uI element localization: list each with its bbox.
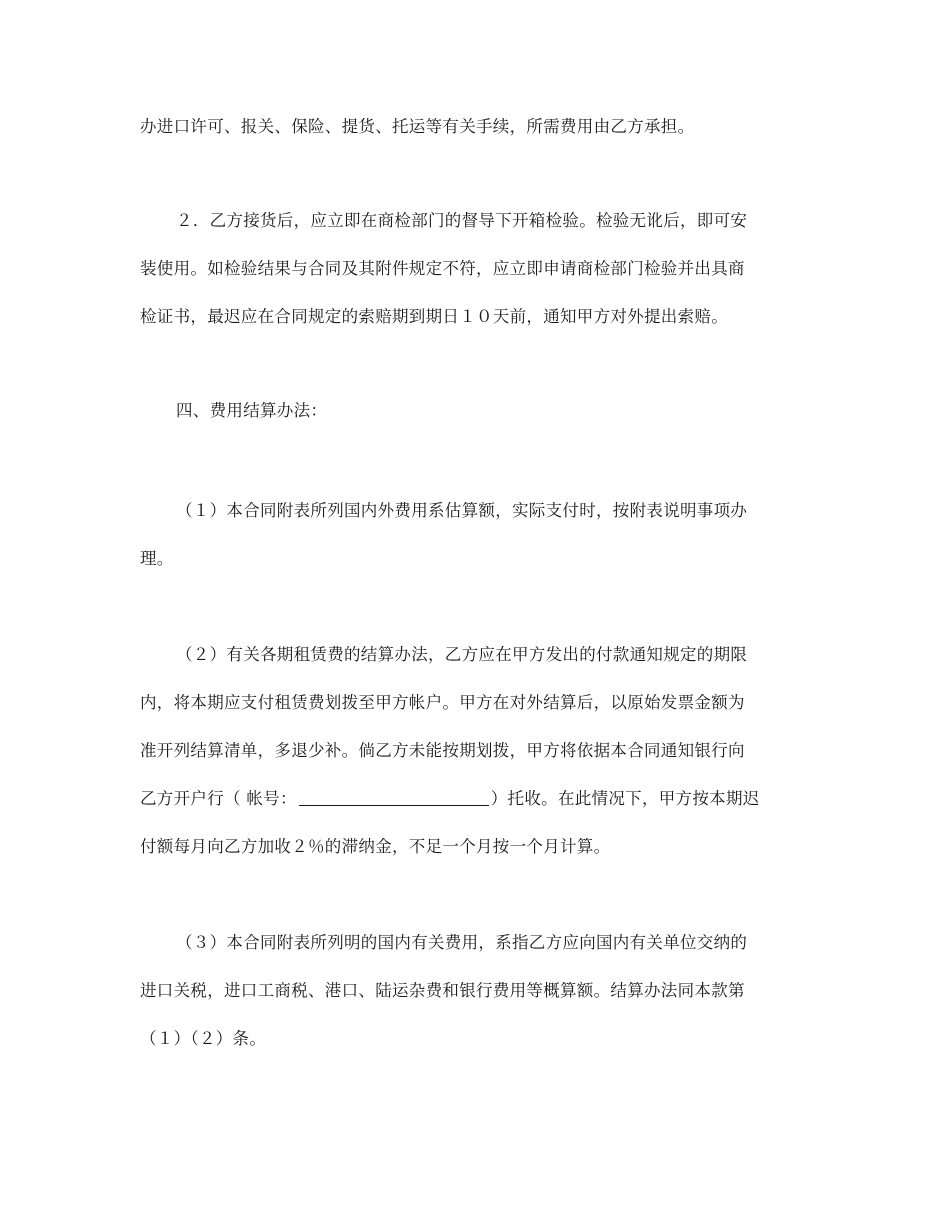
collection-text: ）托收。在此情况下，甲方按本期迟 <box>490 789 760 808</box>
paragraph-line: 付额每月向乙方加收２％的滞纳金，不足一个月按一个月计算。 <box>140 837 611 856</box>
paragraph-line-with-blank <box>140 788 812 810</box>
paragraph-line: 装使用。如检验结果与合同及其附件规定不符，应立即申请商检部门检验并出具商 <box>140 259 745 278</box>
paragraph-line: 理。 <box>140 549 174 568</box>
account-label: 乙方开户行（ 帐号： <box>140 789 297 808</box>
paragraph-line: 检证书，最迟应在合同规定的索赔期到期日１０天前，通知甲方对外提出索赔。 <box>140 307 728 326</box>
paragraph-line: （１）本合同附表所列国内外费用系估算额，实际支付时，按附表说明事项办 <box>176 501 748 520</box>
paragraph-line: 内，将本期应支付租赁费划拨至甲方帐户。甲方在对外结算后，以原始发票金额为 <box>140 693 745 712</box>
account-number-blank <box>299 789 489 806</box>
paragraph-line: 准开列结算清单，多退少补。倘乙方未能按期划拨，甲方将依据本合同通知银行向 <box>140 741 745 760</box>
paragraph-line: （３）本合同附表所列明的国内有关费用，系指乙方应向国内有关单位交纳的 <box>176 933 748 952</box>
section-heading: 四、费用结算办法： <box>176 401 328 420</box>
paragraph-line: 进口关税，进口工商税、港口、陆运杂费和银行费用等概算额。结算办法同本款第 <box>140 981 745 1000</box>
paragraph-line: ２．乙方接货后，应立即在商检部门的督导下开箱检验。检验无讹后，即可安 <box>176 211 748 230</box>
paragraph-line: 办进口许可、报关、保险、提货、托运等有关手续，所需费用由乙方承担。 <box>140 117 695 136</box>
paragraph-line: （２）有关各期租赁费的结算办法，乙方应在甲方发出的付款通知规定的期限 <box>176 645 748 664</box>
paragraph-line: （１）（２）条。 <box>140 1029 267 1048</box>
